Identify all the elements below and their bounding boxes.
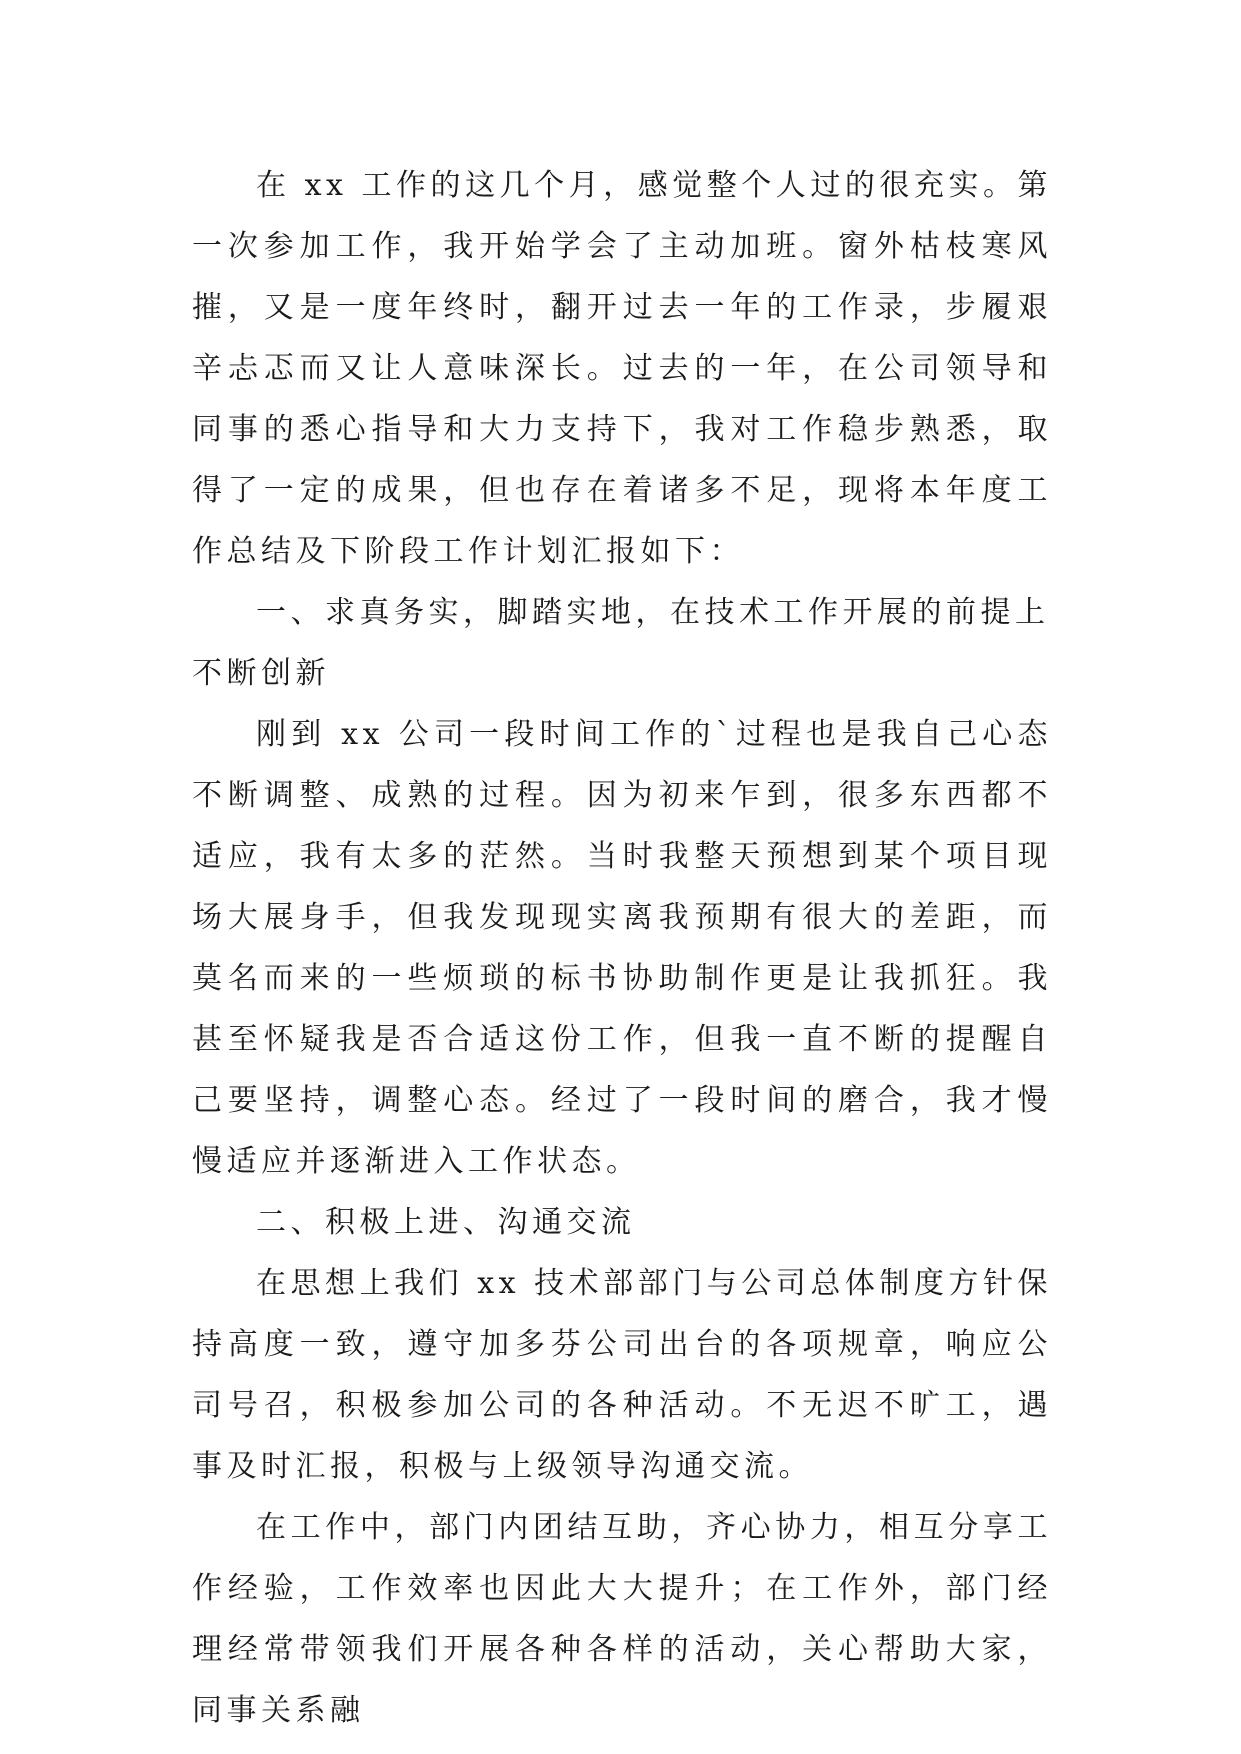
document-body <box>192 155 1052 1741</box>
section-2-paragraph-2: 在工作中，部门内团结互助，齐心协力，相互分享工作经验，工作效率也因此大大提升；在工作外，部门经理经常带领我们开展各种各样的活动，关心帮助大家，同事关系融 <box>192 1510 1052 1728</box>
intro-paragraph: 在 xx 工作的这几个月，感觉整个人过的很充实。第一次参加工作，我开始学会了主动加班。窗外枯枝寒风摧，又是一度年终时，翻开过去一年的工作录，步履艰辛忐忑而又让人意味深长。过去的一年，在公司领导和同事的悉心指导和大力支持下，我对工作稳步熟悉，取得了一定的成果，但也存在着诸多不足，现将本年度工作总结及下阶段工作计划汇报如下： <box>192 168 1052 569</box>
section-2-paragraph-1: 在思想上我们 xx 技术部部门与公司总体制度方针保持高度一致，遵守加多芬公司出台的各项规章，响应公司号召，积极参加公司的各种活动。不无迟不旷工，遇事及时汇报，积极与上级领导沟通交流。 <box>192 1266 1052 1484</box>
section-1-paragraph: 刚到 xx 公司一段时间工作的`过程也是我自己心态不断调整、成熟的过程。因为初来乍到，很多东西都不适应，我有太多的茫然。当时我整天预想到某个项目现场大展身手，但我发现现实离我预期有很大的差距，而莫名而来的一些烦琐的标书协助制作更是让我抓狂。我甚至怀疑我是否合适这份工作，但我一直不断的提醒自己要坚持，调整心态。经过了一段时间的磨合，我才慢慢适应并逐渐进入工作状态。 <box>192 717 1052 1179</box>
section-heading-2: 二、积极上进、沟通交流 <box>256 1205 636 1240</box>
section-heading-1: 一、求真务实，脚踏实地，在技术工作开展的前提上不断创新 <box>192 595 1050 691</box>
